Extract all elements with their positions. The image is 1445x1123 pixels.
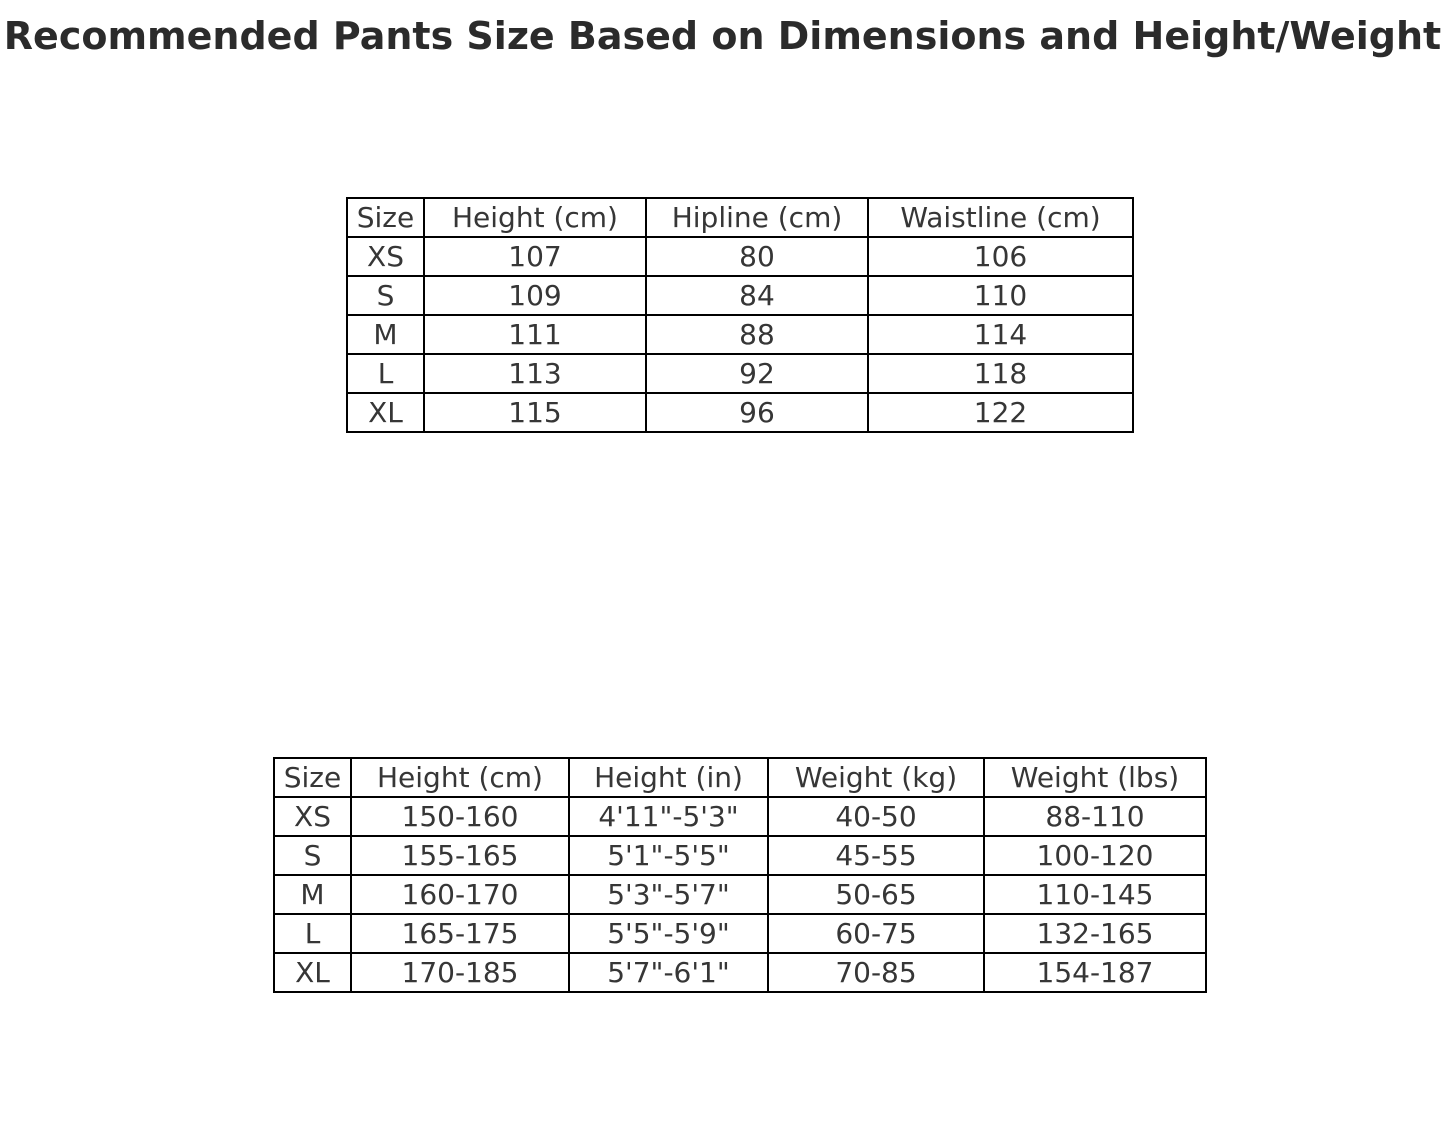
table-cell: L — [274, 914, 351, 953]
table-cell: 150-160 — [351, 797, 569, 836]
table-row — [274, 875, 1206, 914]
column-header: Size — [274, 758, 351, 797]
table-cell: S — [347, 276, 424, 315]
table-cell: 113 — [424, 354, 646, 393]
column-header: Waistline (cm) — [868, 198, 1133, 237]
table-cell: 88-110 — [984, 797, 1206, 836]
table-row — [274, 914, 1206, 953]
table-cell: 106 — [868, 237, 1133, 276]
table-cell: 70-85 — [768, 953, 984, 992]
table-cell: M — [274, 875, 351, 914]
column-header: Height (in) — [569, 758, 768, 797]
table-row — [347, 315, 1133, 354]
column-header: Weight (lbs) — [984, 758, 1206, 797]
table-cell: XS — [347, 237, 424, 276]
table-cell: 5'5"-5'9" — [569, 914, 768, 953]
table-cell: 84 — [646, 276, 868, 315]
table-header-row — [347, 198, 1133, 237]
table-cell: 100-120 — [984, 836, 1206, 875]
table-cell: 96 — [646, 393, 868, 432]
table-cell: L — [347, 354, 424, 393]
table-row — [274, 836, 1206, 875]
table-row — [347, 354, 1133, 393]
table-cell: 109 — [424, 276, 646, 315]
table-cell: 154-187 — [984, 953, 1206, 992]
table-cell: 5'1"-5'5" — [569, 836, 768, 875]
table-cell: 111 — [424, 315, 646, 354]
table-cell: 50-65 — [768, 875, 984, 914]
column-header: Height (cm) — [424, 198, 646, 237]
table-cell: 115 — [424, 393, 646, 432]
table-cell: 80 — [646, 237, 868, 276]
table-cell: 88 — [646, 315, 868, 354]
table-cell: 107 — [424, 237, 646, 276]
table-cell: XS — [274, 797, 351, 836]
table-cell: M — [347, 315, 424, 354]
size-dimensions-table — [346, 197, 1134, 433]
table-row — [274, 797, 1206, 836]
table-row — [347, 393, 1133, 432]
table-cell: 5'7"-6'1" — [569, 953, 768, 992]
table-cell: 132-165 — [984, 914, 1206, 953]
table-row — [347, 237, 1133, 276]
table-row — [347, 276, 1133, 315]
figure-title: Recommended Pants Size Based on Dimensions and Height/Weight — [3, 14, 1442, 58]
column-header: Weight (kg) — [768, 758, 984, 797]
table-cell: 118 — [868, 354, 1133, 393]
table-row — [274, 953, 1206, 992]
table-cell: XL — [347, 393, 424, 432]
table-cell: 110 — [868, 276, 1133, 315]
column-header: Hipline (cm) — [646, 198, 868, 237]
table-cell: S — [274, 836, 351, 875]
table-cell: 45-55 — [768, 836, 984, 875]
table-cell: 160-170 — [351, 875, 569, 914]
table-cell: 4'11"-5'3" — [569, 797, 768, 836]
table-cell: 155-165 — [351, 836, 569, 875]
table-cell: 165-175 — [351, 914, 569, 953]
column-header: Size — [347, 198, 424, 237]
table-cell: XL — [274, 953, 351, 992]
size-height-weight-table — [273, 757, 1207, 993]
table-cell: 170-185 — [351, 953, 569, 992]
table-cell: 92 — [646, 354, 868, 393]
table-cell: 60-75 — [768, 914, 984, 953]
column-header: Height (cm) — [351, 758, 569, 797]
table-cell: 5'3"-5'7" — [569, 875, 768, 914]
table-cell: 122 — [868, 393, 1133, 432]
table-header-row — [274, 758, 1206, 797]
table-cell: 110-145 — [984, 875, 1206, 914]
table-cell: 114 — [868, 315, 1133, 354]
table-cell: 40-50 — [768, 797, 984, 836]
